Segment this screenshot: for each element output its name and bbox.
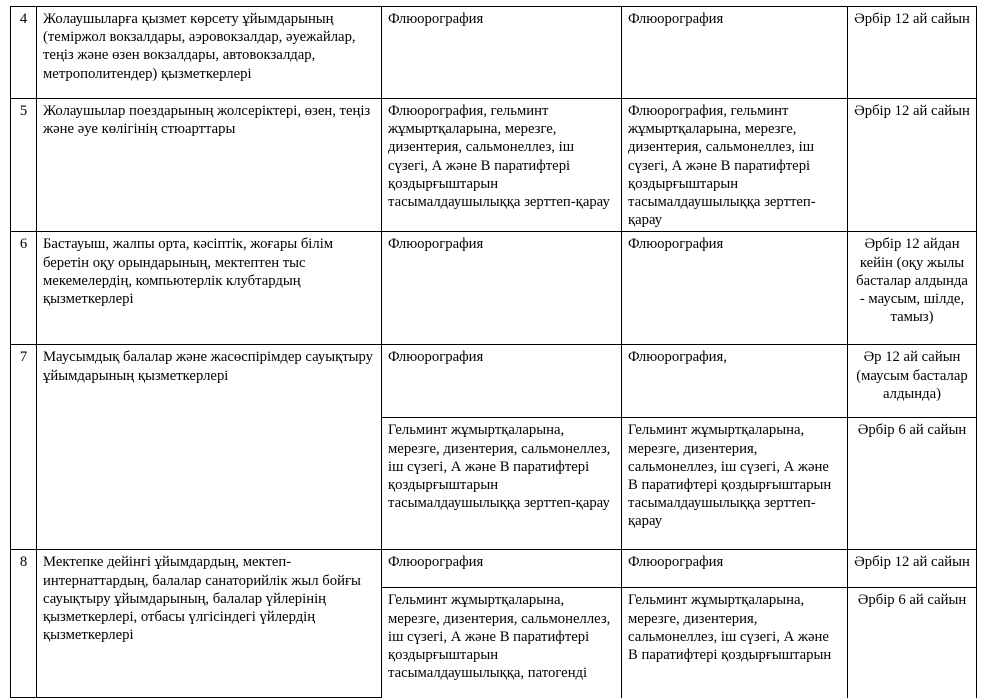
exam-type-secondary: Гельминт жұмыртқаларына, мерезге, дизентерия, сальмонеллез, іш сүзегі, А және В паратифтері қоздырғыштарын тасымалдаушылыққа зерттеп-қарау (622, 418, 848, 550)
exam-type-secondary: Флюорография, гельминт жұмыртқаларына, мерезге, дизентерия, сальмонеллез, іш сүзегі, А және В паратифтері қоздырғыштарын тасымалдаушылыққа зерттеп-қарау (622, 99, 848, 232)
table-row (11, 7, 977, 99)
exam-type-secondary: Флюорография (622, 7, 848, 99)
exam-frequency: Әрбір 6 ай сайын (848, 588, 977, 698)
exam-frequency: Әрбір 6 ай сайын (848, 418, 977, 550)
exam-frequency: Әр 12 ай сайын (маусым басталар алдында) (848, 345, 977, 418)
exam-type: Флюорография, гельминт жұмыртқаларына, мерезге, дизентерия, сальмонеллез, іш сүзегі, А және В паратифтері қоздырғыштарын тасымалдаушылыққа зерттеп-қарау (382, 99, 622, 232)
exam-type-secondary: Флюорография, (622, 345, 848, 418)
worker-category: Жолаушылар поездарының жолсеріктері, өзен, теңіз және әуе көлігінің стюарттары (37, 99, 382, 232)
medical-exam-table (10, 6, 977, 698)
row-number: 8 (11, 550, 37, 698)
row-number: 7 (11, 345, 37, 550)
exam-type-secondary: Гельминт жұмыртқаларына, мерезге, дизентерия, сальмонеллез, іш сүзегі, А және В паратифтері қоздырғыштарын (622, 588, 848, 698)
exam-type: Гельминт жұмыртқаларына, мерезге, дизентерия, сальмонеллез, іш сүзегі, А және В паратифтері қоздырғыштарын тасымалдаушылыққа, патогенді (382, 588, 622, 698)
exam-frequency: Әрбір 12 айдан кейін (оқу жылы басталар алдында - маусым, шілде, тамыз) (848, 232, 977, 345)
table-row (11, 99, 977, 232)
exam-frequency: Әрбір 12 ай сайын (848, 550, 977, 588)
worker-category: Маусымдық балалар және жасөспірімдер сауықтыру ұйымдарының қызметкерлері (37, 345, 382, 550)
exam-type: Флюорография (382, 550, 622, 588)
row-number: 5 (11, 99, 37, 232)
table-row (11, 345, 977, 418)
exam-type-secondary: Флюорография (622, 550, 848, 588)
worker-category: Мектепке дейінгі ұйымдардың, мектеп-интернаттардың, балалар санаторийлік жыл бойғы сауықтыру ұйымдарының, балалар үйлерінің қызметкерлері, отбасы үлгісіндегі үйлердің қызметкерлері (37, 550, 382, 698)
exam-frequency: Әрбір 12 ай сайын (848, 99, 977, 232)
exam-type: Флюорография (382, 232, 622, 345)
exam-type: Флюорография (382, 7, 622, 99)
worker-category: Жолаушыларға қызмет көрсету ұйымдарының (теміржол вокзалдары, аэровокзалдар, әуежайлар, теңіз және өзен вокзалдары, автовокзалдар, метрополитендер) қызметкерлері (37, 7, 382, 99)
exam-type: Гельминт жұмыртқаларына, мерезге, дизентерия, сальмонеллез, іш сүзегі, А және В паратифтері қоздырғыштарын тасымалдаушылыққа зерттеп-қарау (382, 418, 622, 550)
table-row (11, 550, 977, 588)
exam-type-secondary: Флюорография (622, 232, 848, 345)
exam-type: Флюорография (382, 345, 622, 418)
row-number: 6 (11, 232, 37, 345)
worker-category: Бастауыш, жалпы орта, кәсіптік, жоғары білім беретін оқу орындарының, мектептен тыс мекемелердің, компьютерлік клубтардың қызметкерлері (37, 232, 382, 345)
document-page (10, 6, 977, 698)
row-number: 4 (11, 7, 37, 99)
exam-frequency: Әрбір 12 ай сайын (848, 7, 977, 99)
table-row (11, 232, 977, 345)
